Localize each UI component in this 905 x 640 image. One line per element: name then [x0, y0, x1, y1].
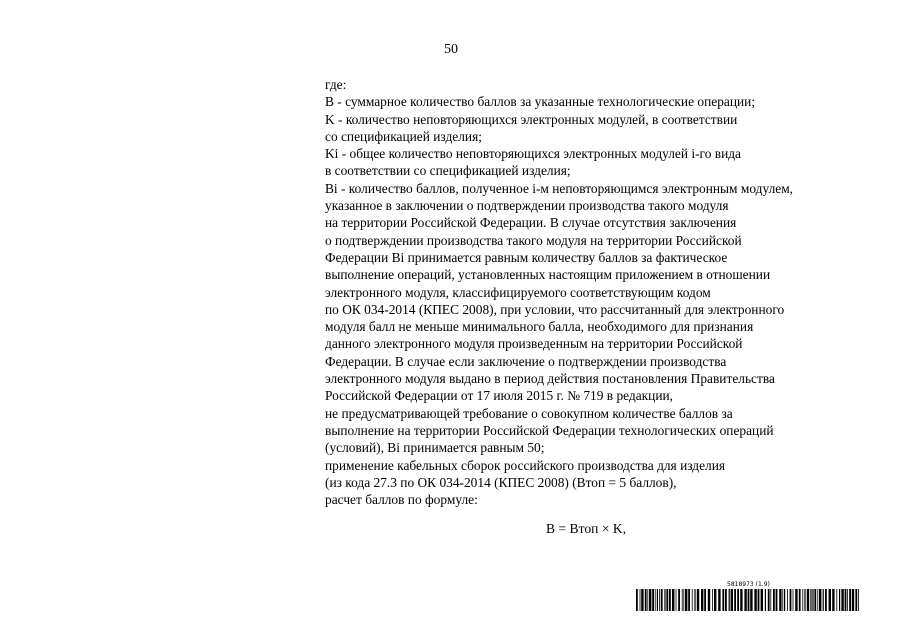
barcode-bar: [765, 589, 766, 611]
formula: B = Bтоп × K,: [546, 521, 627, 536]
barcode-bar: [649, 589, 651, 611]
barcode-bar: [708, 589, 710, 611]
text-line: Федерации. В случае если заключение о подтверждении производства: [325, 353, 727, 369]
barcode-bar: [652, 589, 654, 611]
text-line: модуля балл не меньше минимального балла, необходимого для признания: [325, 319, 754, 335]
barcode-bar: [758, 589, 760, 611]
barcode-bar: [740, 589, 742, 611]
barcode-bar: [810, 589, 811, 611]
barcode-bar: [645, 589, 647, 611]
barcode-bar: [692, 589, 693, 611]
body-text: [325, 76, 870, 508]
barcode-bar: [636, 589, 638, 611]
barcode-bar: [744, 589, 746, 611]
barcode-bar: [847, 589, 848, 611]
text-line: не предусматривающей требование о совокупном количестве баллов за: [325, 405, 733, 421]
barcode-bar: [666, 589, 668, 611]
barcode-bar: [825, 589, 827, 611]
barcode-bar: [782, 589, 783, 611]
barcode-bar: [704, 589, 706, 611]
barcode-bar: [655, 589, 656, 611]
barcode-bar: [678, 589, 680, 611]
text-line: электронного модуля, классифицируемого соответствующим кодом: [325, 284, 711, 300]
text-line: B - суммарное количество баллов за указанные технологические операции;: [325, 94, 756, 110]
text-line: где:: [325, 77, 347, 92]
barcode-bar: [829, 589, 831, 611]
barcode-bar: [683, 589, 684, 611]
barcode-bar: [672, 589, 674, 611]
text-line: данного электронного модуля произведенным на территории Российской: [325, 336, 743, 352]
barcode-bar: [776, 589, 778, 611]
barcode-bar: [718, 589, 720, 611]
text-line: расчет баллов по формуле:: [325, 492, 478, 508]
barcode-bar: [712, 589, 713, 611]
barcode-bar: [832, 589, 834, 611]
barcode: [636, 589, 860, 611]
barcode-bar: [669, 589, 671, 611]
barcode-bar: [729, 589, 730, 611]
barcode-bar: [841, 589, 843, 611]
text-line: K - количество неповторяющихся электронных модулей, в соответствии: [325, 111, 738, 127]
barcode-bar: [858, 589, 859, 611]
text-line: о подтверждении производства такого модуля на территории Российской: [325, 232, 742, 248]
barcode-bar: [819, 589, 821, 611]
barcode-bar: [804, 589, 805, 611]
text-line: (условий), Bi принимается равным 50;: [325, 440, 545, 456]
text-line: по ОК 034-2014 (КПЕС 2008), при условии, что рассчитанный для электронного: [325, 301, 785, 317]
barcode-bar: [676, 589, 677, 611]
barcode-bar: [714, 589, 716, 611]
barcode-bar: [814, 589, 816, 611]
barcode-bar: [661, 589, 663, 611]
text-line: в соответствии со спецификацией изделия;: [325, 163, 571, 179]
barcode-bar: [773, 589, 775, 611]
text-line: электронного модуля выдано в период действия постановления Правительства: [325, 371, 775, 387]
barcode-bar: [852, 589, 854, 611]
barcode-bar: [725, 589, 727, 611]
barcode-bar: [839, 589, 840, 611]
barcode-bar: [784, 589, 785, 611]
barcode-bar: [761, 589, 763, 611]
barcode-bar: [836, 589, 837, 611]
barcode-bar: [799, 589, 801, 611]
barcode-bar: [855, 589, 857, 611]
barcode-bar: [657, 589, 658, 611]
barcode-bar: [807, 589, 809, 611]
barcode-bar: [812, 589, 813, 611]
text-line: выполнение на территории Российской Федерации технологических операций: [325, 422, 774, 438]
barcode-bar: [823, 589, 824, 611]
barcode-bar: [817, 589, 818, 611]
barcode-bar: [768, 589, 770, 611]
text-line: на территории Российской Федерации. В случае отсутствия заключения: [325, 215, 737, 231]
barcode-bar: [664, 589, 665, 611]
barcode-bar: [790, 589, 792, 611]
barcode-bar: [779, 589, 781, 611]
barcode-bar: [770, 589, 771, 611]
text-line: выполнение операций, установленных настоящим приложением в отношении: [325, 267, 771, 283]
text-line: Ki - общее количество неповторяющихся электронных модулей i-го вида: [325, 146, 742, 162]
barcode-bar: [688, 589, 690, 611]
barcode-bar: [802, 589, 803, 611]
barcode-bar: [731, 589, 733, 611]
page-number: 50: [444, 42, 458, 57]
barcode-bar: [793, 589, 794, 611]
barcode-bar: [734, 589, 736, 611]
barcode-bar: [682, 589, 683, 611]
barcode-bar: [795, 589, 797, 611]
barcode-bar: [640, 589, 641, 611]
text-line: указанное в заключении о подтверждении производства такого модуля: [325, 198, 729, 214]
barcode-bar: [722, 589, 724, 611]
text-line: (из кода 27.3 по ОК 034-2014 (КПЕС 2008) (Bтоп = 5 баллов),: [325, 474, 677, 490]
barcode-bar: [845, 589, 847, 611]
barcode-bar: [849, 589, 851, 611]
barcode-bar: [701, 589, 703, 611]
barcode-bar: [697, 589, 699, 611]
text-line: Российской Федерации от 17 июля 2015 г. № 719 в редакции,: [325, 388, 674, 404]
barcode-bar: [737, 589, 739, 611]
barcode-bar: [694, 589, 695, 611]
text-line: Bi - количество баллов, полученное i-м неповторяющимся электронным модулем,: [325, 180, 794, 196]
barcode-bar: [750, 589, 752, 611]
barcode-bar: [659, 589, 660, 611]
barcode-bar: [647, 589, 648, 611]
barcode-bar: [685, 589, 687, 611]
barcode-bar: [754, 589, 756, 611]
barcode-bar: [641, 589, 643, 611]
text-line: Федерации Bi принимается равным количеству баллов за фактическое: [325, 249, 728, 265]
barcode-bar: [787, 589, 788, 611]
barcode-label: 5818973 (1.9): [727, 581, 770, 588]
text-line: со спецификацией изделия;: [325, 128, 482, 144]
text-line: применение кабельных сборок российского производства для изделия: [325, 457, 726, 473]
barcode-bar: [748, 589, 750, 611]
